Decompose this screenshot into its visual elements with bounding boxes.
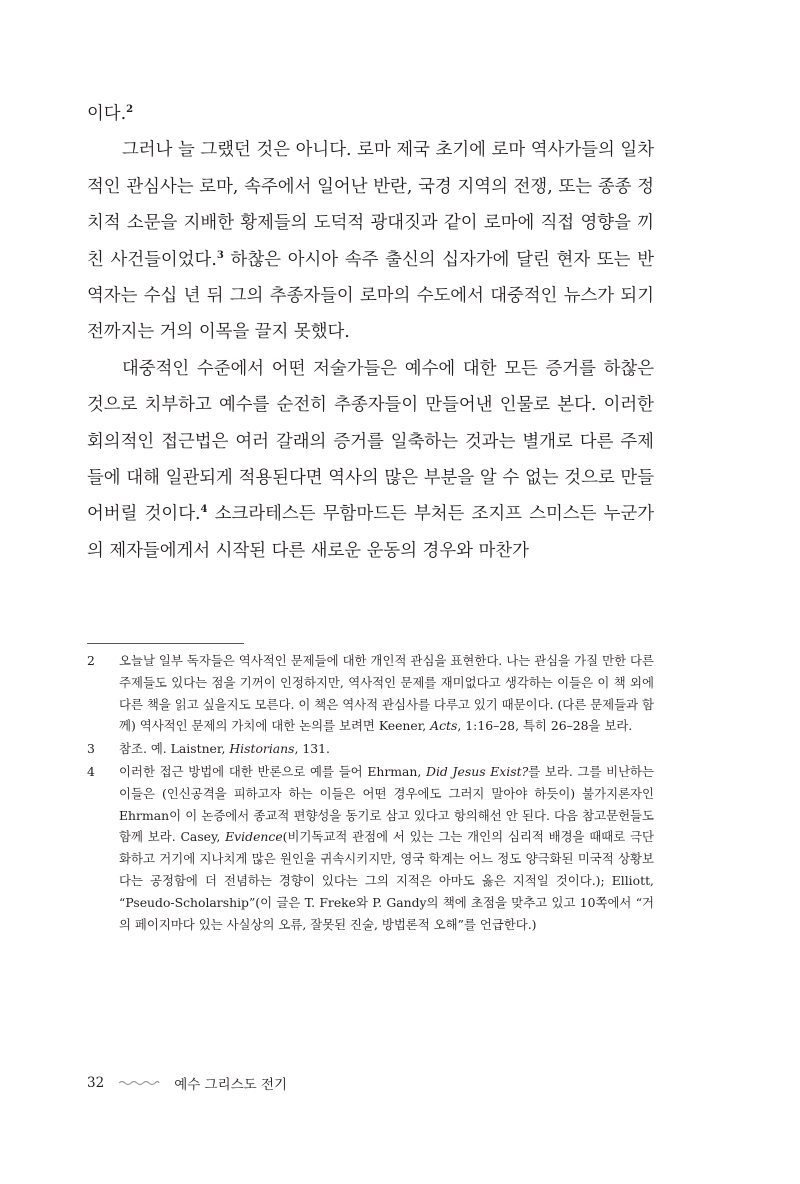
page-number: 32 bbox=[87, 1075, 105, 1091]
footnote-ref-2[interactable]: 2 bbox=[126, 104, 134, 116]
footnote-number: 3 bbox=[87, 741, 95, 757]
paragraph-continuation bbox=[87, 96, 654, 132]
footnote-text: 참조. 예. Laistner, bbox=[119, 741, 230, 757]
footnote-text: 이러한 접근 방법에 대한 반론으로 예를 들어 Ehrman, bbox=[119, 763, 427, 779]
footnotes bbox=[87, 650, 654, 936]
footnote-italic-title: Acts bbox=[430, 718, 458, 734]
footnote-text: 오늘날 일부 독자들은 역사적인 문제들에 대한 개인적 관심을 표현한다. 나는 관심을 가질 만한 다른 주제들도 있다는 점을 기꺼이 인정하지만, 역사적인 문제를 재미없다고 생각하는 이들은 이 책 외에 다른 책을 읽고 싶을지도 모른다. 이 책은 역사적 관심사를 다루고 있기 때문이다. (다른 문제들과 함께) 역사적인 문제의 가치에 대한 논의를 보려면 Keener, bbox=[119, 653, 654, 734]
footnote-3 bbox=[87, 738, 654, 760]
footnote-italic-title: Historians bbox=[229, 741, 295, 757]
footnote-text: 를 보라. 그를 비난하는 이들은 (인신공격을 피하고자 하는 이들은 어떤 경우에도 그러지 말아야 하듯이) 불가지론자인 Ehrman이 이 논증에서 종교적 편향성을 동기로 삼고 있다고 항의해선 안 된다. 다음 참고문헌들도 함께 보라. Casey, bbox=[119, 763, 654, 845]
main-text bbox=[87, 96, 654, 569]
footnote-number: 4 bbox=[87, 763, 95, 779]
paragraph-text: 대중적인 수준에서 어떤 저술가들은 예수에 대한 모든 증거를 하찮은 것으로 치부하고 예수를 순전히 추종자들이 만들어낸 인물로 본다. 이러한 회의적인 접근법은 여러 갈래의 증거를 일축하는 것과는 별개로 다른 주제들에 대해 일관되게 적용된다면 역사의 많은 부분을 알 수 없는 것으로 만들어버릴 것이다. bbox=[87, 358, 654, 525]
footnote-text: (비기독교적 관점에 서 있는 그는 개인의 심리적 배경을 때때로 극단화하고 거기에 지나치게 많은 원인을 귀속시키지만, 영국 학계는 어느 정도 양극화된 미국적 상황보다는 공정함에 더 전념하는 경향이 있다는 그의 지적은 아마도 옳은 지적일 것이다.); Elliott, “Pseudo-Scholarship”(이 글은 T. Freke와 P. Gandy의 책에 초점을 맞추고 있고 10쪽에서 “거의 페이지마다 있는 사실상의 오류, 잘못된 진술, 방법론적 오해”를 언급한다.) bbox=[119, 829, 654, 932]
paragraph-text: 소크라테스든 무함마드든 부처든 조지프 스미스든 누군가의 제자들에게서 시작된 다른 새로운 운동의 경우와 마찬가 bbox=[87, 504, 654, 561]
page-footer bbox=[87, 1073, 287, 1093]
paragraph-text: 하찮은 아시아 속주 출신의 십자가에 달린 현자 또는 반역자는 수십 년 뒤 그의 추종자들이 로마의 수도에서 대중적인 뉴스가 되기 전까지는 거의 이목을 끌지 못했다. bbox=[87, 249, 654, 343]
footnote-text: , 1:16–28, 특히 26–28을 보라. bbox=[457, 718, 633, 734]
footnote-2 bbox=[87, 650, 654, 737]
footnote-number: 2 bbox=[87, 653, 95, 668]
footnote-divider bbox=[87, 643, 244, 644]
paragraph-text: 그러나 늘 그랬던 것은 아니다. 로마 제국 초기에 로마 역사가들의 일차적인 관심사는 로마, 속주에서 일어난 반란, 국경 지역의 전쟁, 또는 종종 정치적 소문을 지배한 황제들의 도덕적 광대짓과 같이 로마에 직접 영향을 끼친 사건들이었다. bbox=[87, 140, 654, 270]
footnote-ref-4[interactable]: 4 bbox=[200, 504, 208, 516]
wave-ornament-icon bbox=[118, 1078, 160, 1088]
paragraph-text: 이다. bbox=[87, 104, 127, 124]
footnote-text: , 131. bbox=[294, 741, 330, 757]
footnote-italic-title: Did Jesus Exist? bbox=[426, 763, 529, 779]
paragraph-2 bbox=[87, 351, 654, 569]
paragraph-1 bbox=[87, 132, 654, 350]
footnote-italic-title: Evidence bbox=[225, 829, 283, 845]
footnote-ref-3[interactable]: 3 bbox=[216, 249, 224, 261]
footnote-4 bbox=[87, 761, 654, 935]
running-title: 예수 그리스도 전기 bbox=[174, 1077, 288, 1093]
